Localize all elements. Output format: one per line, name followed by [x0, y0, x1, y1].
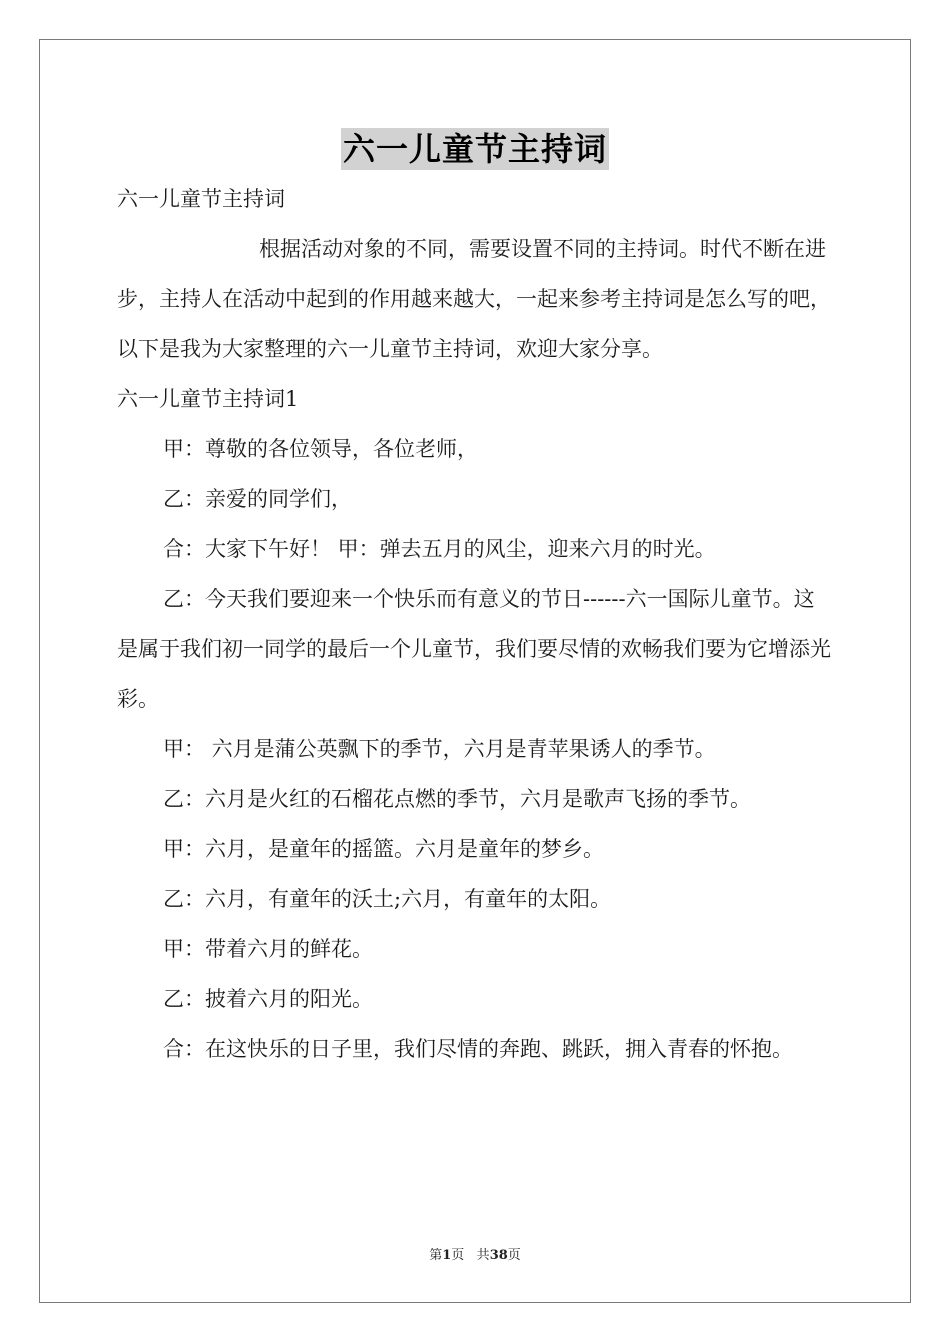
- dialogue-line: 乙：亲爱的同学们，: [163, 487, 352, 511]
- section-heading: 六一儿童节主持词1: [117, 387, 299, 411]
- document-title: 六一儿童节主持词: [342, 130, 607, 168]
- total-pages-number: 38: [489, 1248, 508, 1263]
- dialogue-line: 甲：尊敬的各位领导，各位老师，: [163, 437, 478, 461]
- dialogue-line: 甲： 六月是蒲公英飘下的季节，六月是青苹果诱人的季节。: [163, 737, 716, 761]
- dialogue-line: 甲：六月，是童年的摇篮。六月是童年的梦乡。: [163, 837, 604, 861]
- dialogue-line: 乙：六月是火红的石榴花点燃的季节，六月是歌声飞扬的季节。: [163, 787, 751, 811]
- dialogue-line: 甲：带着六月的鲜花。: [163, 937, 373, 961]
- page-footer: [0, 1247, 950, 1265]
- footer-total-prefix: 共: [476, 1248, 490, 1263]
- dialogue-line: 合：大家下午好！ 甲：弹去五月的风尘，迎来六月的时光。: [163, 537, 716, 561]
- title-container: [0, 128, 950, 170]
- current-page-number: 1: [442, 1248, 452, 1263]
- footer-prefix: 第: [429, 1248, 443, 1263]
- dialogue-line: 合：在这快乐的日子里，我们尽情的奔跑、跳跃，拥入青春的怀抱。: [163, 1037, 793, 1061]
- document-subtitle: 六一儿童节主持词: [117, 187, 285, 211]
- footer-total-suffix: 页: [507, 1248, 521, 1263]
- footer-page-suffix: 页: [451, 1248, 465, 1263]
- document-body: [117, 174, 833, 1074]
- dialogue-line: 乙：今天我们要迎来一个快乐而有意义的节日------六一国际儿童节。这是属于我们初一同学的最后一个儿童节，我们要尽情的欢畅我们要为它增添光彩。: [117, 587, 831, 711]
- dialogue-line: 乙：披着六月的阳光。: [163, 987, 373, 1011]
- intro-paragraph: 根据活动对象的不同，需要设置不同的主持词。时代不断在进步，主持人在活动中起到的作用越来越大，一起来参考主持词是怎么写的吧，以下是我为大家整理的六一儿童节主持词，欢迎大家分享。: [117, 237, 831, 361]
- dialogue-line: 乙：六月，有童年的沃土;六月，有童年的太阳。: [163, 887, 612, 911]
